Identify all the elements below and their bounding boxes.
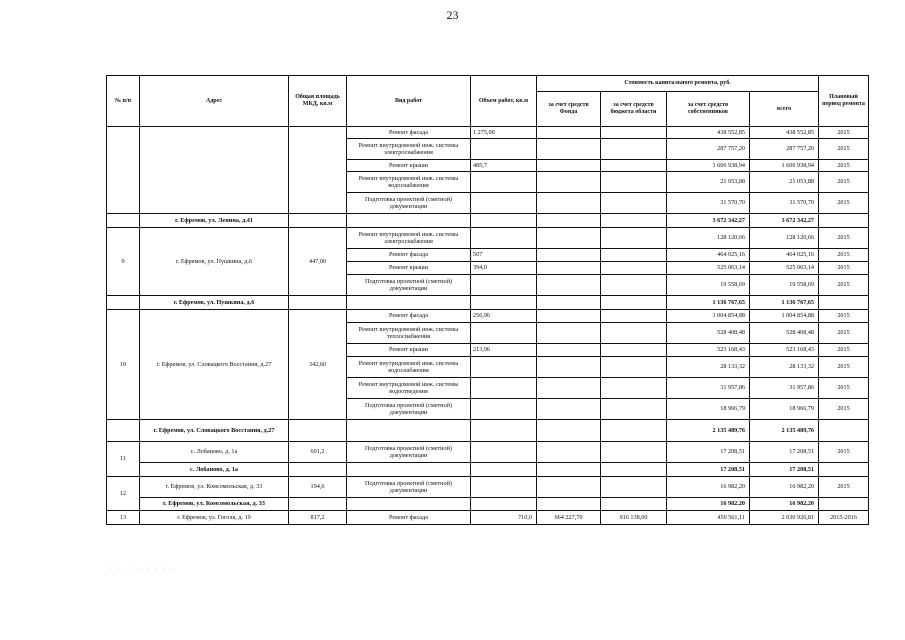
cell-area: 194,6 [289, 477, 347, 498]
cell-total: 528 408,48 [750, 323, 819, 344]
cell-own: 31 570,70 [667, 193, 750, 214]
table-row [107, 127, 869, 139]
cell-total: 28 133,32 [750, 357, 819, 378]
cell-area [289, 214, 347, 228]
cell-period: 2015-2016 [819, 511, 869, 525]
table-row [107, 442, 869, 463]
header-total: всего [750, 92, 819, 127]
cell-volume [471, 420, 537, 442]
cell-no: 11 [107, 442, 140, 477]
cell-volume [471, 498, 537, 511]
cell-own: 3 672 342,27 [667, 214, 750, 228]
cell-own: 31 957,86 [667, 378, 750, 399]
header-period: Плановый период ремонта [819, 76, 869, 127]
cell-own: 2 135 489,76 [667, 420, 750, 442]
cell-total: 2 135 489,76 [750, 420, 819, 442]
cell-address: г. Ефремов, ул. Словацкого Восстания, д.27 [140, 420, 289, 442]
cell-work [347, 498, 471, 511]
cell-work: Ремонт внутридомовой инж. системы электроснабжения [347, 139, 471, 160]
cell-period: 2015 [819, 160, 869, 172]
cell-work: Ремонт внутридомовой инж. системы теплоснабжения [347, 323, 471, 344]
cell-total: 19 558,69 [750, 275, 819, 296]
cell-budget [601, 357, 667, 378]
cell-own: 19 558,69 [667, 275, 750, 296]
cell-total: 128 120,66 [750, 228, 819, 249]
cell-total: 18 966,79 [750, 399, 819, 420]
cell-budget [601, 275, 667, 296]
cell-work: Ремонт фасада [347, 127, 471, 139]
cell-budget [601, 399, 667, 420]
cell-no [107, 214, 140, 228]
cell-address: г. Ефремов, ул. Гоголя, д. 19 [140, 511, 289, 525]
header-no: № п/п [107, 76, 140, 127]
cell-budget [601, 172, 667, 193]
cell-volume [471, 139, 537, 160]
cell-no: 13 [107, 511, 140, 525]
cell-period [819, 498, 869, 511]
cell-work: Ремонт внутридомовой инж. системы водоснабжения [347, 172, 471, 193]
cell-no: 10 [107, 310, 140, 420]
cell-budget [601, 228, 667, 249]
cell-total: 16 982,20 [750, 477, 819, 498]
cell-own: 16 982,20 [667, 498, 750, 511]
cell-area: 342,60 [289, 310, 347, 420]
cell-volume: 1 275,00 [471, 127, 537, 139]
cell-period: 2015 [819, 357, 869, 378]
cell-work: Ремонт фасада [347, 249, 471, 262]
cell-volume: 507 [471, 249, 537, 262]
cell-address: г. Ефремов, ул. Ленина, д.41 [140, 214, 289, 228]
table-row [107, 511, 869, 525]
cell-volume [471, 399, 537, 420]
cell-fund: 664 227,70 [537, 511, 601, 525]
cell-address: с. Лобаново, д. 1а [140, 463, 289, 477]
cell-own: 28 133,32 [667, 357, 750, 378]
cell-own: 464 025,16 [667, 249, 750, 262]
cell-fund [537, 127, 601, 139]
cell-total: 1 136 767,65 [750, 296, 819, 310]
cell-address: г. Ефремов, ул. Словацкого Восстания, д.27 [140, 310, 289, 420]
cell-own: 17 208,51 [667, 463, 750, 477]
cell-volume [471, 378, 537, 399]
cell-volume: 485,7 [471, 160, 537, 172]
cell-budget [601, 477, 667, 498]
cell-work: Ремонт крыши [347, 344, 471, 357]
cell-period [819, 296, 869, 310]
cell-own: 450 561,11 [667, 511, 750, 525]
cell-address [140, 127, 289, 214]
cell-period: 2015 [819, 275, 869, 296]
cell-own: 438 552,85 [667, 127, 750, 139]
subtotal-row [107, 420, 869, 442]
subtotal-row [107, 498, 869, 511]
cell-budget [601, 344, 667, 357]
cell-total: 17 208,51 [750, 442, 819, 463]
cell-no: 12 [107, 477, 140, 511]
cell-own: 18 966,79 [667, 399, 750, 420]
header-volume: Объем работ, кв.м [471, 76, 537, 127]
cell-total: 17 208,51 [750, 463, 819, 477]
cell-period: 2015 [819, 193, 869, 214]
cell-own: 1 606 938,94 [667, 160, 750, 172]
cell-budget [601, 214, 667, 228]
cell-fund [537, 323, 601, 344]
cell-volume [471, 172, 537, 193]
table-row [107, 310, 869, 323]
cell-no: 9 [107, 228, 140, 296]
cell-fund [537, 463, 601, 477]
cell-period: 2015 [819, 310, 869, 323]
cell-fund [537, 442, 601, 463]
cell-total: 3 672 342,27 [750, 214, 819, 228]
cell-period: 2015 [819, 228, 869, 249]
cell-address: с. Лобаново, д. 1а [140, 442, 289, 463]
cell-work: Подготовка проектной (сметной) документации [347, 399, 471, 420]
cell-address: г. Ефремов, ул. Комсомольская, д. 33 [140, 498, 289, 511]
cell-volume: 394,0 [471, 262, 537, 275]
cell-volume [471, 296, 537, 310]
cell-fund [537, 214, 601, 228]
cell-own: 1 136 767,65 [667, 296, 750, 310]
cell-own: 525 063,14 [667, 262, 750, 275]
cell-work [347, 463, 471, 477]
cell-budget: 916 138,00 [601, 511, 667, 525]
cell-area [289, 420, 347, 442]
cell-period: 2015 [819, 477, 869, 498]
cell-own: 1 004 854,88 [667, 310, 750, 323]
cell-fund [537, 399, 601, 420]
cell-period [819, 214, 869, 228]
cell-volume [471, 442, 537, 463]
cell-volume: 213,96 [471, 344, 537, 357]
cell-own: 528 408,48 [667, 323, 750, 344]
cell-work [347, 420, 471, 442]
cell-period: 2015 [819, 262, 869, 275]
cell-total: 287 757,20 [750, 139, 819, 160]
cell-area: 601,2 [289, 442, 347, 463]
header-own: за счет средств собственников [667, 92, 750, 127]
cell-fund [537, 420, 601, 442]
cell-budget [601, 442, 667, 463]
cell-budget [601, 323, 667, 344]
cell-fund [537, 228, 601, 249]
cell-volume [471, 477, 537, 498]
cell-volume [471, 275, 537, 296]
cell-own: 16 982,20 [667, 477, 750, 498]
cell-budget [601, 262, 667, 275]
cell-fund [537, 172, 601, 193]
cell-work: Ремонт внутридомовой инж. системы водоснабжения [347, 357, 471, 378]
cell-fund [537, 160, 601, 172]
cell-period [819, 420, 869, 442]
cell-work: Ремонт крыши [347, 262, 471, 275]
cell-work: Подготовка проектной (сметной) документации [347, 193, 471, 214]
subtotal-row [107, 463, 869, 477]
cell-work: Ремонт фасада [347, 310, 471, 323]
cell-budget [601, 296, 667, 310]
cell-budget [601, 378, 667, 399]
cell-budget [601, 193, 667, 214]
header-area: Общая площадь МКД, кв.м [289, 76, 347, 127]
cell-period [819, 463, 869, 477]
cell-area [289, 498, 347, 511]
cell-fund [537, 262, 601, 275]
cell-address: г. Ефремов, ул. Пушкина, д.6 [140, 296, 289, 310]
cell-fund [537, 193, 601, 214]
subtotal-row [107, 214, 869, 228]
cell-fund [537, 357, 601, 378]
cell-total: 1 606 938,94 [750, 160, 819, 172]
cell-work [347, 296, 471, 310]
cell-address: г. Ефремов, ул. Комсомольская, д. 33 [140, 477, 289, 498]
scan-artifact: · · · · · · · · · [110, 566, 174, 572]
cell-fund [537, 378, 601, 399]
cell-budget [601, 463, 667, 477]
cell-budget [601, 249, 667, 262]
cell-work [347, 214, 471, 228]
cell-period: 2015 [819, 172, 869, 193]
cell-area [289, 296, 347, 310]
cell-volume [471, 214, 537, 228]
cell-total: 2 030 926,81 [750, 511, 819, 525]
repair-cost-table [106, 75, 869, 525]
cell-fund [537, 477, 601, 498]
cell-budget [601, 420, 667, 442]
cell-no [107, 420, 140, 442]
cell-fund [537, 296, 601, 310]
subtotal-row [107, 296, 869, 310]
cell-fund [537, 344, 601, 357]
cell-budget [601, 498, 667, 511]
cell-total: 1 004 854,88 [750, 310, 819, 323]
cell-total: 523 168,43 [750, 344, 819, 357]
cell-area [289, 463, 347, 477]
cell-work: Подготовка проектной (сметной) документации [347, 275, 471, 296]
cell-volume [471, 323, 537, 344]
header-cost-group: Стоимость капитального ремонта, руб. [537, 76, 819, 92]
cell-period: 2015 [819, 378, 869, 399]
cell-volume [471, 228, 537, 249]
cell-total: 16 982,20 [750, 498, 819, 511]
cell-volume [471, 463, 537, 477]
cell-period: 2015 [819, 323, 869, 344]
cell-no [107, 127, 140, 214]
header-budget: за счет средств бюджета области [601, 92, 667, 127]
cell-fund [537, 275, 601, 296]
cell-total: 525 063,14 [750, 262, 819, 275]
page-number: 23 [446, 8, 459, 22]
cell-total: 438 552,85 [750, 127, 819, 139]
cell-work: Подготовка проектной (сметной) документации [347, 477, 471, 498]
cell-fund [537, 249, 601, 262]
cell-own: 17 208,51 [667, 442, 750, 463]
cell-volume: 256,96 [471, 310, 537, 323]
cell-area [289, 127, 347, 214]
cell-budget [601, 139, 667, 160]
cell-budget [601, 160, 667, 172]
cell-work: Ремонт фасада [347, 511, 471, 525]
cell-volume [471, 357, 537, 378]
cell-period: 2015 [819, 139, 869, 160]
header-address: Адрес [140, 76, 289, 127]
cell-period: 2015 [819, 127, 869, 139]
cell-fund [537, 498, 601, 511]
header-work-type: Вид работ [347, 76, 471, 127]
cell-own: 523 168,43 [667, 344, 750, 357]
cell-own: 21 053,88 [667, 172, 750, 193]
cell-own: 287 757,20 [667, 139, 750, 160]
cell-fund [537, 139, 601, 160]
cell-total: 464 025,16 [750, 249, 819, 262]
cell-address: г. Ефремов, ул. Пушкина, д.6 [140, 228, 289, 296]
cell-area: 447,00 [289, 228, 347, 296]
cell-fund [537, 310, 601, 323]
header-fund: за счет средств Фонда [537, 92, 601, 127]
cell-work: Подготовка проектной (сметной) документации [347, 442, 471, 463]
cell-period: 2015 [819, 249, 869, 262]
cell-budget [601, 310, 667, 323]
cell-volume [471, 193, 537, 214]
cell-budget [601, 127, 667, 139]
cell-work: Ремонт внутридомовой инж. системы электроснабжения [347, 228, 471, 249]
cell-work: Ремонт внутридомовой инж. системы водоотведения [347, 378, 471, 399]
cell-period: 2015 [819, 344, 869, 357]
cell-period: 2015 [819, 442, 869, 463]
cell-period: 2015 [819, 399, 869, 420]
cell-total: 31 570,70 [750, 193, 819, 214]
cell-area: 817,2 [289, 511, 347, 525]
cell-total: 31 957,86 [750, 378, 819, 399]
cell-total: 21 053,88 [750, 172, 819, 193]
cell-own: 128 120,66 [667, 228, 750, 249]
table-row [107, 477, 869, 498]
cell-work: Ремонт крыши [347, 160, 471, 172]
table-row [107, 228, 869, 249]
cell-volume: 710,0 [471, 511, 537, 525]
cell-no [107, 296, 140, 310]
